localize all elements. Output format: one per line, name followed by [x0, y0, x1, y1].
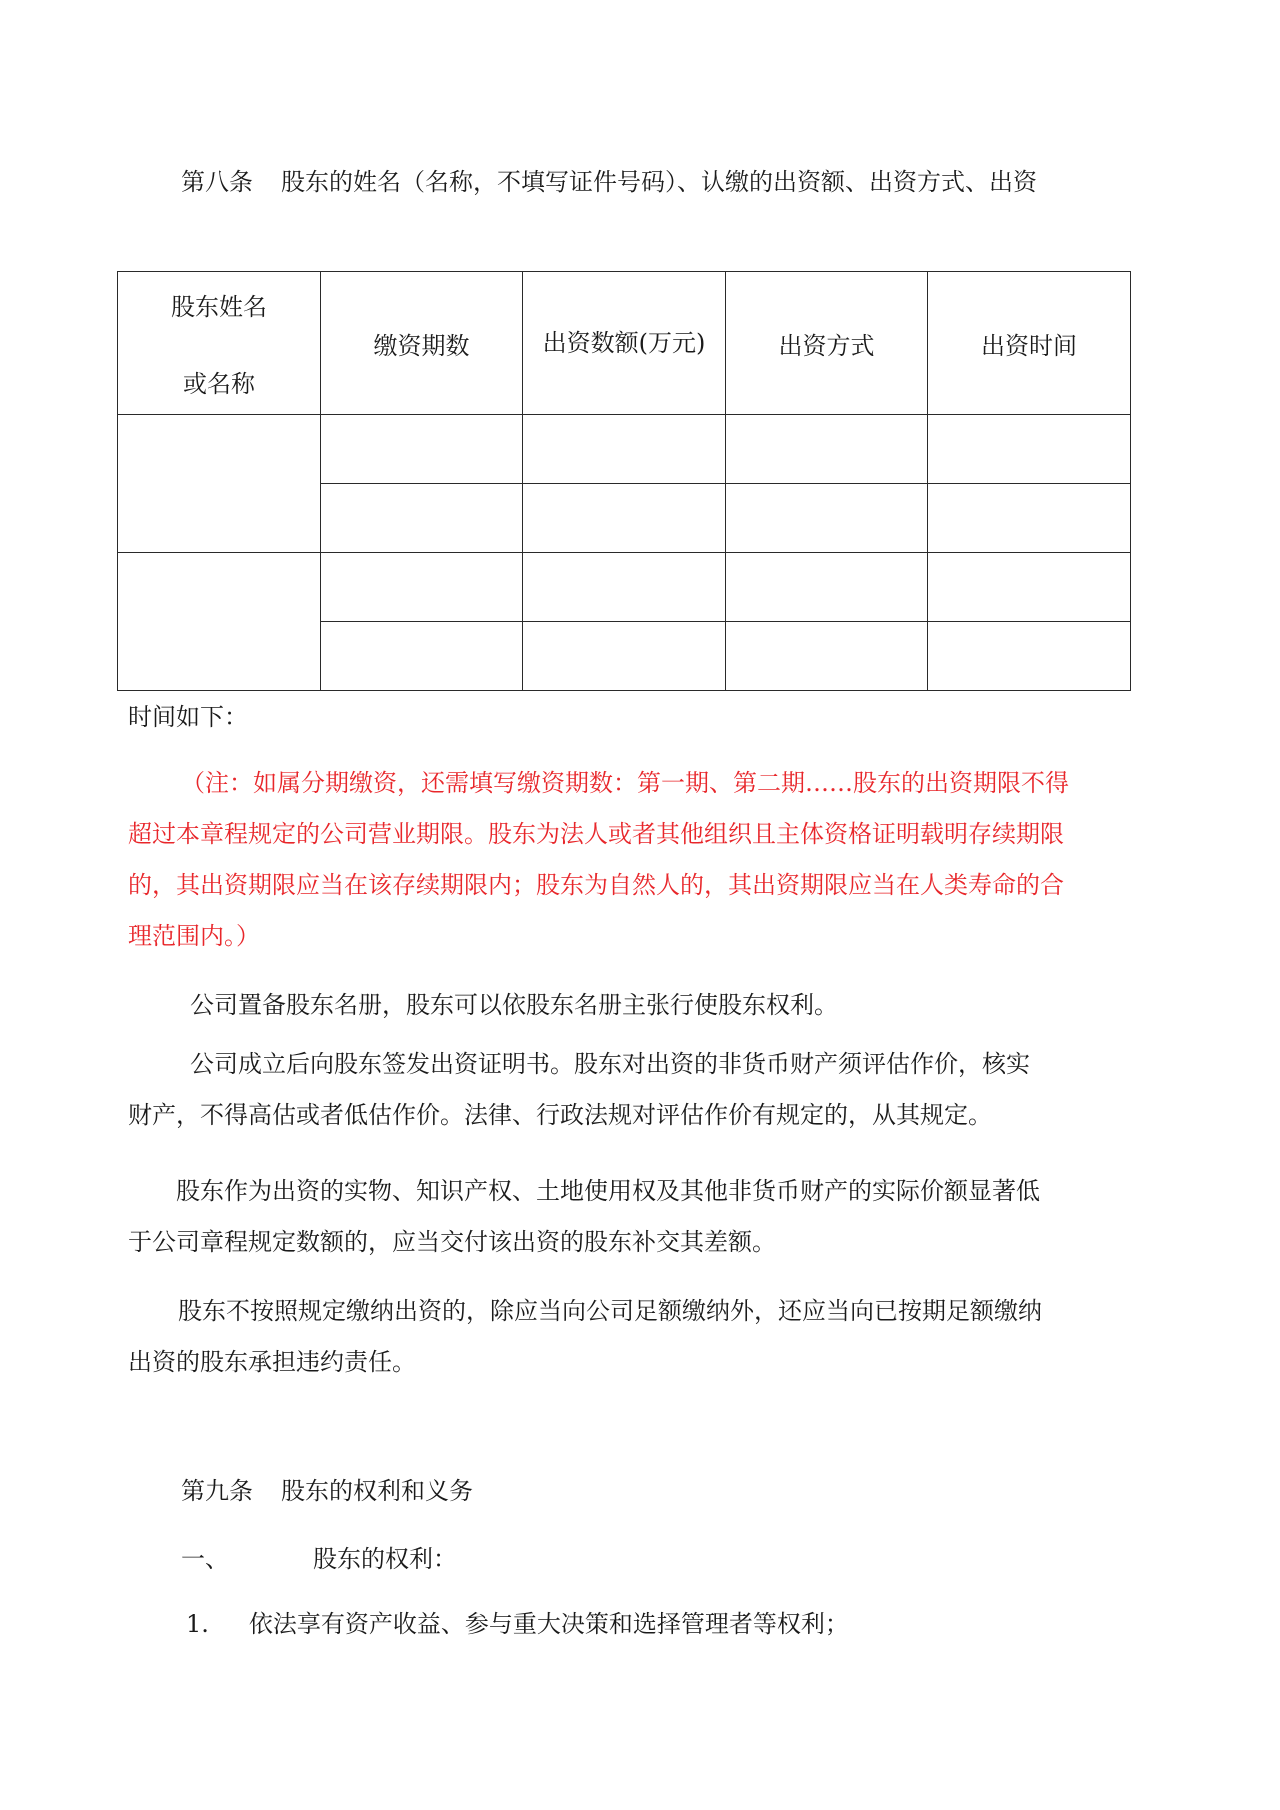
certificate-paragraph-line-1: 公司成立后向股东签发出资证明书。股东对出资的非货币财产须评估作价，核实 — [190, 1050, 1030, 1078]
header-shareholder-name-line2: 或名称 — [183, 370, 255, 398]
breach-paragraph-line-1: 股东不按照规定缴纳出资的，除应当向公司足额缴纳外，还应当向已按期足额缴纳 — [178, 1297, 1042, 1325]
header-payment-period — [321, 272, 523, 415]
contribution-amount-cell[interactable] — [523, 553, 726, 622]
breach-paragraph-line-2: 出资的股东承担违约责任。 — [128, 1348, 416, 1376]
header-shareholder-name — [118, 272, 321, 415]
note-line-1: （注：如属分期缴资，还需填写缴资期数：第一期、第二期……股东的出资期限不得 — [181, 769, 1069, 797]
contribution-time-cell[interactable] — [928, 415, 1131, 484]
header-contribution-method-label: 出资方式 — [778, 331, 875, 360]
contribution-amount-cell[interactable] — [523, 415, 726, 484]
section-1-number: 一、 — [181, 1545, 229, 1573]
article-8-number: 第八条 — [181, 168, 253, 196]
table-row — [118, 415, 1131, 484]
contribution-method-cell[interactable] — [726, 622, 928, 691]
section-1-heading — [181, 1544, 457, 1574]
contribution-method-cell[interactable] — [726, 415, 928, 484]
contribution-amount-cell[interactable] — [523, 484, 726, 553]
register-paragraph: 公司置备股东名册，股东可以依股东名册主张行使股东权利。 — [190, 991, 838, 1019]
article-8-continuation: 时间如下： — [128, 703, 248, 731]
contribution-time-cell[interactable] — [928, 553, 1131, 622]
shortfall-paragraph-line-1: 股东作为出资的实物、知识产权、土地使用权及其他非货币财产的实际价额显著低 — [176, 1177, 1040, 1205]
payment-period-cell[interactable] — [321, 484, 523, 553]
list-item — [186, 1609, 849, 1639]
payment-period-cell[interactable] — [321, 622, 523, 691]
header-contribution-amount-label: 出资数额(万元) — [542, 329, 706, 357]
item-1-number: 1. — [186, 1610, 209, 1638]
article-8-heading — [181, 167, 1037, 197]
certificate-paragraph-line-2: 财产，不得高估或者低估作价。法律、行政法规对评估作价有规定的，从其规定。 — [128, 1101, 992, 1129]
article-9-number: 第九条 — [181, 1477, 253, 1505]
table-row — [118, 553, 1131, 622]
payment-period-cell[interactable] — [321, 415, 523, 484]
contribution-time-cell[interactable] — [928, 622, 1131, 691]
contribution-method-cell[interactable] — [726, 484, 928, 553]
header-shareholder-name-line1: 股东姓名 — [171, 293, 267, 321]
header-payment-period-label: 缴资期数 — [373, 331, 470, 360]
shareholder-name-cell[interactable] — [118, 553, 321, 691]
header-contribution-amount — [523, 272, 726, 415]
header-contribution-method — [726, 272, 928, 415]
header-contribution-time-label: 出资时间 — [981, 331, 1077, 360]
contribution-method-cell[interactable] — [726, 553, 928, 622]
item-1-text: 依法享有资产收益、参与重大决策和选择管理者等权利； — [248, 1610, 849, 1638]
header-contribution-time — [928, 272, 1131, 415]
note-line-2: 超过本章程规定的公司营业期限。股东为法人或者其他组织且主体资格证明载明存续期限 — [128, 820, 1064, 848]
contribution-time-cell[interactable] — [928, 484, 1131, 553]
section-1-heading-text: 股东的权利： — [313, 1545, 457, 1573]
contribution-amount-cell[interactable] — [523, 622, 726, 691]
payment-period-cell[interactable] — [321, 553, 523, 622]
note-line-3: 的，其出资期限应当在该存续期限内；股东为自然人的，其出资期限应当在人类寿命的合 — [128, 871, 1064, 899]
article-9-heading — [181, 1476, 473, 1506]
shortfall-paragraph-line-2: 于公司章程规定数额的，应当交付该出资的股东补交其差额。 — [128, 1228, 776, 1256]
shareholder-contribution-table — [117, 271, 1131, 691]
article-9-heading-text: 股东的权利和义务 — [281, 1477, 473, 1505]
article-8-heading-text: 股东的姓名（名称，不填写证件号码）、认缴的出资额、出资方式、出资 — [281, 168, 1037, 196]
table-header-row — [118, 272, 1131, 415]
note-line-4: 理范围内。） — [128, 922, 260, 950]
shareholder-name-cell[interactable] — [118, 415, 321, 553]
